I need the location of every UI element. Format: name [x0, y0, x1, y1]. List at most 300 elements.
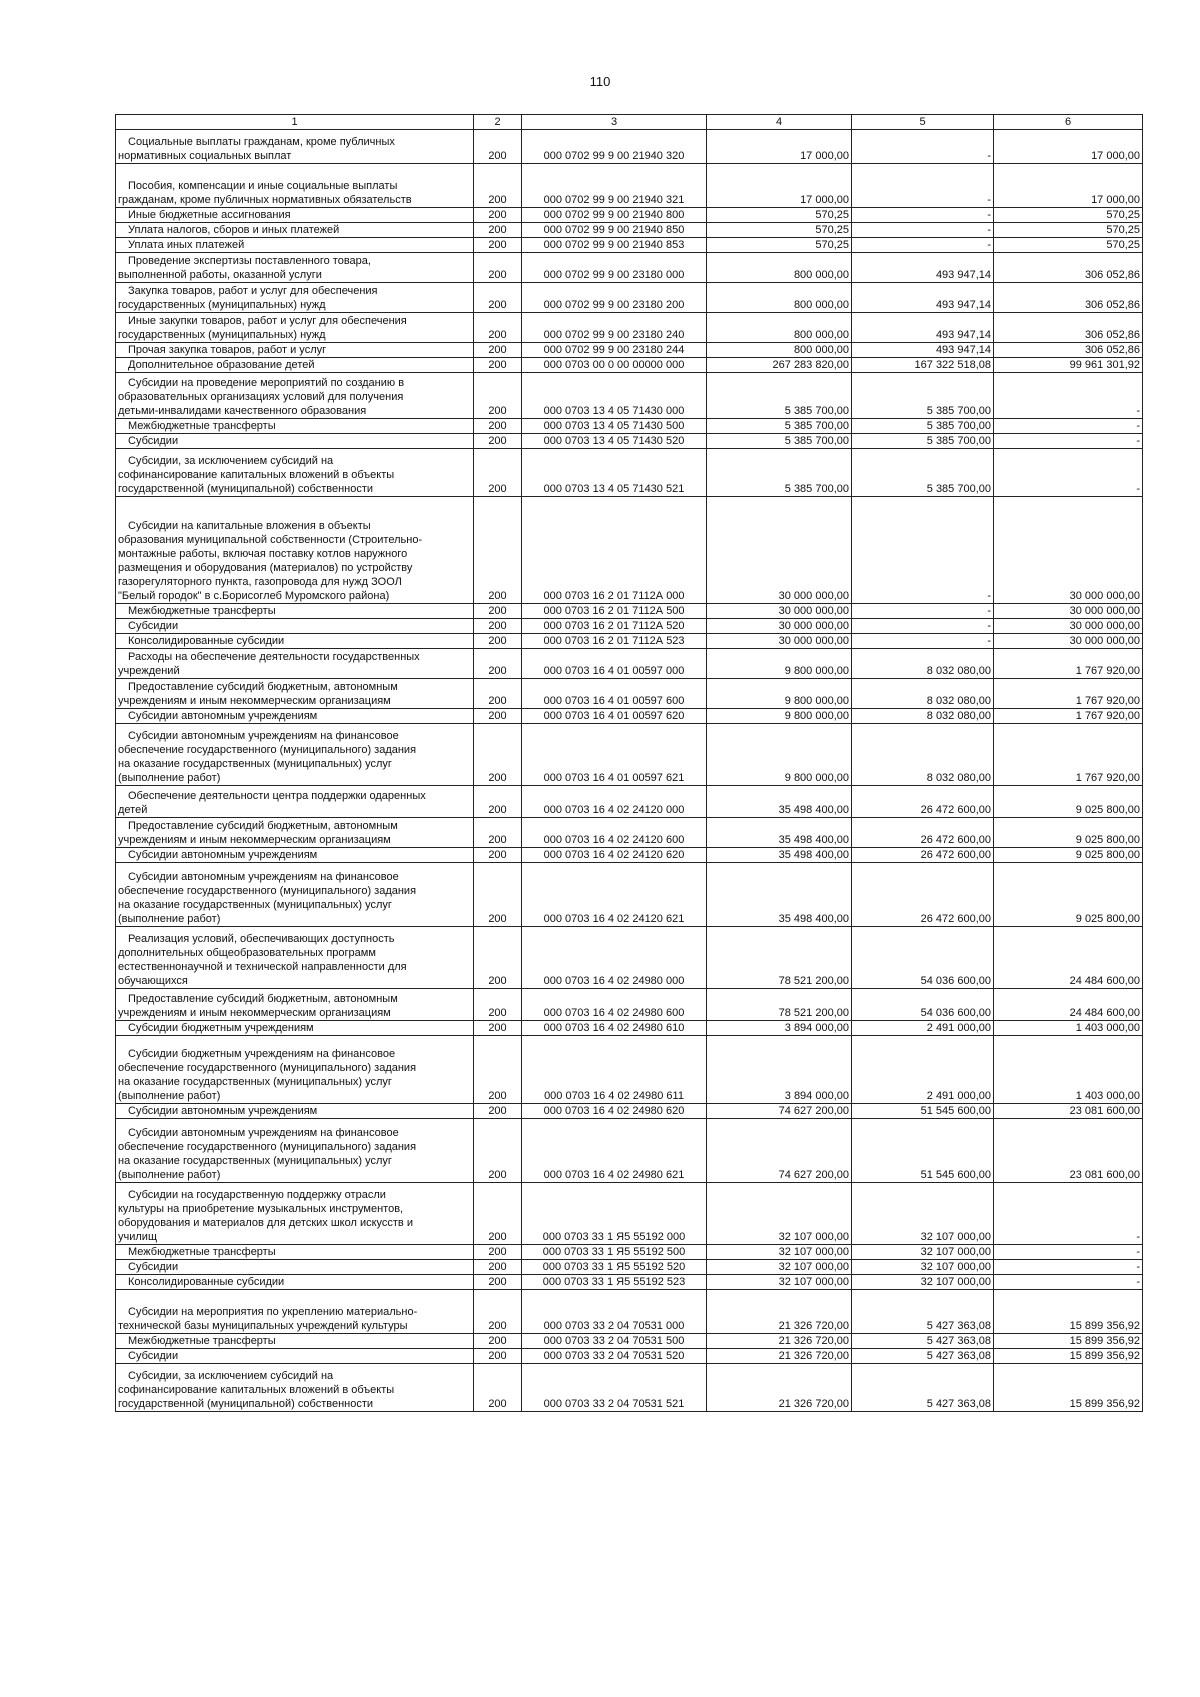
executed-amount-cell: 5 427 363,08 [852, 1334, 994, 1349]
executed-amount-cell: - [852, 238, 994, 253]
approved-amount-cell: 17 000,00 [707, 130, 852, 164]
unexecuted-amount-cell: - [994, 1260, 1143, 1275]
executed-amount-cell: 493 947,14 [852, 283, 994, 313]
budget-classification-code-cell: 000 0703 16 4 02 24980 000 [522, 927, 707, 989]
executed-amount-cell: 5 427 363,08 [852, 1349, 994, 1364]
admin-code-cell: 200 [474, 1036, 522, 1104]
expense-name-cell [116, 223, 474, 238]
budget-classification-code-cell: 000 0703 33 2 04 70531 520 [522, 1349, 707, 1364]
unexecuted-amount-cell: 24 484 600,00 [994, 989, 1143, 1021]
approved-amount-cell: 74 627 200,00 [707, 1104, 852, 1119]
table-row [116, 1260, 1143, 1275]
approved-amount-cell: 5 385 700,00 [707, 449, 852, 497]
budget-classification-code-cell: 000 0703 16 4 01 00597 000 [522, 649, 707, 679]
expense-name-cell [116, 1245, 474, 1260]
approved-amount-cell: 9 800 000,00 [707, 679, 852, 709]
executed-amount-cell: 51 545 600,00 [852, 1119, 994, 1183]
expense-name-line: Субсидии бюджетным учреждениям [128, 1022, 314, 1034]
approved-amount-cell: 35 498 400,00 [707, 786, 852, 818]
unexecuted-amount-cell: 24 484 600,00 [994, 927, 1143, 989]
approved-amount-cell: 32 107 000,00 [707, 1183, 852, 1245]
expense-name-cell [116, 604, 474, 619]
executed-amount-cell: 5 385 700,00 [852, 449, 994, 497]
executed-amount-cell: 8 032 080,00 [852, 649, 994, 679]
admin-code-cell: 200 [474, 223, 522, 238]
unexecuted-amount-cell: 15 899 356,92 [994, 1364, 1143, 1412]
table-row [116, 1245, 1143, 1260]
page-number: 110 [589, 74, 611, 89]
table-row [116, 1275, 1143, 1290]
expense-name-line: детьми-инвалидами качественного образования [118, 405, 367, 417]
admin-code-cell: 200 [474, 283, 522, 313]
executed-amount-cell: 32 107 000,00 [852, 1275, 994, 1290]
budget-classification-code-cell: 000 0702 99 9 00 23180 244 [522, 343, 707, 358]
expense-name-line: Пособия, компенсации и иные социальные выплаты [128, 180, 398, 192]
unexecuted-amount-cell: 30 000 000,00 [994, 634, 1143, 649]
unexecuted-amount-cell: 1 767 920,00 [994, 724, 1143, 786]
table-row [116, 604, 1143, 619]
expense-name-line: газорегуляторного пункта, газопровода для нужд ЗООЛ [118, 576, 402, 588]
admin-code-cell: 200 [474, 164, 522, 208]
table-row [116, 1349, 1143, 1364]
expense-name-cell [116, 1119, 474, 1183]
budget-classification-code-cell: 000 0703 16 4 02 24120 621 [522, 863, 707, 927]
unexecuted-amount-cell: 306 052,86 [994, 253, 1143, 283]
expense-name-cell [116, 1104, 474, 1119]
budget-classification-code-cell: 000 0703 16 2 01 7112А 500 [522, 604, 707, 619]
executed-amount-cell: 5 427 363,08 [852, 1364, 994, 1412]
expense-name-line: государственной (муниципальной) собственности [118, 1398, 374, 1410]
expense-name-line: Межбюджетные трансферты [128, 1335, 276, 1347]
table-row [116, 434, 1143, 449]
executed-amount-cell: - [852, 130, 994, 164]
expense-name-line: Субсидии [128, 1261, 179, 1273]
table-row [116, 283, 1143, 313]
expense-name-line: размещения и оборудования (материалов) по устройству [118, 562, 413, 574]
budget-classification-code-cell: 000 0703 33 1 Я5 55192 000 [522, 1183, 707, 1245]
budget-classification-code-cell: 000 0703 13 4 05 71430 520 [522, 434, 707, 449]
expense-name-line: учреждений [118, 665, 180, 677]
table-row [116, 927, 1143, 989]
admin-code-cell: 200 [474, 1183, 522, 1245]
expense-name-line: (выполнение работ) [118, 772, 221, 784]
expense-name-line: Иные бюджетные ассигнования [128, 209, 291, 221]
executed-amount-cell: 32 107 000,00 [852, 1245, 994, 1260]
admin-code-cell: 200 [474, 1334, 522, 1349]
unexecuted-amount-cell: 570,25 [994, 223, 1143, 238]
unexecuted-amount-cell: - [994, 419, 1143, 434]
expense-name-line: Закупка товаров, работ и услуг для обеспечения [128, 285, 378, 297]
admin-code-cell: 200 [474, 848, 522, 863]
executed-amount-cell: 54 036 600,00 [852, 989, 994, 1021]
executed-amount-cell: 5 385 700,00 [852, 373, 994, 419]
table-row [116, 679, 1143, 709]
executed-amount-cell: 26 472 600,00 [852, 863, 994, 927]
admin-code-cell: 200 [474, 786, 522, 818]
unexecuted-amount-cell: 306 052,86 [994, 313, 1143, 343]
budget-classification-code-cell: 000 0703 33 2 04 70531 000 [522, 1290, 707, 1334]
expense-name-line: Субсидии автономным учреждениям [128, 849, 318, 861]
admin-code-cell: 200 [474, 1021, 522, 1036]
expense-name-line: на оказание государственных (муниципальных) услуг [118, 899, 392, 911]
budget-classification-code-cell: 000 0703 16 4 02 24980 620 [522, 1104, 707, 1119]
expense-name-cell [116, 724, 474, 786]
expense-name-line: дополнительных общеобразовательных программ [118, 947, 376, 959]
budget-classification-code-cell: 000 0703 33 1 Я5 55192 523 [522, 1275, 707, 1290]
expense-name-line: училищ [118, 1231, 157, 1243]
budget-classification-code-cell: 000 0703 33 1 Я5 55192 520 [522, 1260, 707, 1275]
unexecuted-amount-cell: 99 961 301,92 [994, 358, 1143, 373]
unexecuted-amount-cell: 15 899 356,92 [994, 1290, 1143, 1334]
executed-amount-cell: 5 427 363,08 [852, 1290, 994, 1334]
table-row [116, 634, 1143, 649]
column-header: 6 [994, 115, 1143, 130]
table-row [116, 724, 1143, 786]
executed-amount-cell: 51 545 600,00 [852, 1104, 994, 1119]
expense-name-cell [116, 449, 474, 497]
unexecuted-amount-cell: - [994, 1245, 1143, 1260]
expense-name-cell [116, 283, 474, 313]
executed-amount-cell: 32 107 000,00 [852, 1260, 994, 1275]
executed-amount-cell: 26 472 600,00 [852, 786, 994, 818]
budget-classification-code-cell: 000 0702 99 9 00 21940 320 [522, 130, 707, 164]
budget-classification-code-cell: 000 0703 13 4 05 71430 521 [522, 449, 707, 497]
executed-amount-cell: 32 107 000,00 [852, 1183, 994, 1245]
expense-name-line: Субсидии [128, 1350, 179, 1362]
admin-code-cell: 200 [474, 619, 522, 634]
table-row [116, 1036, 1143, 1104]
admin-code-cell: 200 [474, 724, 522, 786]
expense-name-line: Предоставление субсидий бюджетным, автономным [128, 820, 398, 832]
expense-name-line: "Белый городок" в с.Борисоглеб Муромского района) [118, 590, 390, 602]
expense-name-line: Расходы на обеспечение деятельности государственных [128, 651, 420, 663]
expense-name-line: обеспечение государственного (муниципального) задания [118, 1062, 417, 1074]
admin-code-cell: 200 [474, 927, 522, 989]
table-row [116, 863, 1143, 927]
expense-name-cell [116, 679, 474, 709]
expense-name-cell [116, 848, 474, 863]
expense-name-line: учреждениям и иным некоммерческим организациям [118, 695, 391, 707]
expense-name-line: софинансирование капитальных вложений в объекты [118, 1384, 395, 1396]
unexecuted-amount-cell: 17 000,00 [994, 164, 1143, 208]
expense-name-line: Уплата налогов, сборов и иных платежей [128, 224, 340, 236]
approved-amount-cell: 5 385 700,00 [707, 419, 852, 434]
unexecuted-amount-cell: 9 025 800,00 [994, 863, 1143, 927]
table-row [116, 786, 1143, 818]
budget-classification-code-cell: 000 0702 99 9 00 23180 200 [522, 283, 707, 313]
expense-name-cell [116, 649, 474, 679]
admin-code-cell: 200 [474, 1260, 522, 1275]
approved-amount-cell: 74 627 200,00 [707, 1119, 852, 1183]
approved-amount-cell: 35 498 400,00 [707, 848, 852, 863]
expense-name-line: Предоставление субсидий бюджетным, автономным [128, 681, 398, 693]
expense-name-cell [116, 1334, 474, 1349]
approved-amount-cell: 32 107 000,00 [707, 1260, 852, 1275]
expense-name-line: обучающихся [118, 975, 188, 987]
expense-name-line: Межбюджетные трансферты [128, 1246, 276, 1258]
unexecuted-amount-cell: 306 052,86 [994, 283, 1143, 313]
table-row [116, 1104, 1143, 1119]
executed-amount-cell: 8 032 080,00 [852, 709, 994, 724]
approved-amount-cell: 267 283 820,00 [707, 358, 852, 373]
expense-name-line: выполненной работы, оказанной услуги [118, 269, 322, 281]
expense-name-cell [116, 1349, 474, 1364]
approved-amount-cell: 17 000,00 [707, 164, 852, 208]
budget-classification-code-cell: 000 0703 16 4 01 00597 621 [522, 724, 707, 786]
unexecuted-amount-cell: 9 025 800,00 [994, 818, 1143, 848]
expense-name-cell [116, 358, 474, 373]
approved-amount-cell: 35 498 400,00 [707, 818, 852, 848]
table-row [116, 223, 1143, 238]
column-header: 3 [522, 115, 707, 130]
executed-amount-cell: 2 491 000,00 [852, 1021, 994, 1036]
expense-name-cell [116, 313, 474, 343]
budget-classification-code-cell: 000 0703 16 4 02 24980 610 [522, 1021, 707, 1036]
expense-name-line: Субсидии, за исключением субсидий на [128, 455, 334, 467]
expense-name-line: Консолидированные субсидии [128, 1276, 285, 1288]
admin-code-cell: 200 [474, 1119, 522, 1183]
expense-name-cell [116, 709, 474, 724]
admin-code-cell: 200 [474, 1104, 522, 1119]
unexecuted-amount-cell: - [994, 434, 1143, 449]
admin-code-cell: 200 [474, 253, 522, 283]
admin-code-cell: 200 [474, 863, 522, 927]
table-row [116, 709, 1143, 724]
approved-amount-cell: 30 000 000,00 [707, 634, 852, 649]
unexecuted-amount-cell: 1 403 000,00 [994, 1036, 1143, 1104]
admin-code-cell: 200 [474, 343, 522, 358]
admin-code-cell: 200 [474, 989, 522, 1021]
expense-name-line: детей [118, 804, 148, 816]
column-header: 4 [707, 115, 852, 130]
expense-name-line: Межбюджетные трансферты [128, 605, 276, 617]
table-row [116, 313, 1143, 343]
expense-name-line: государственных (муниципальных) нужд [118, 299, 326, 311]
expense-name-line: Предоставление субсидий бюджетным, автономным [128, 993, 398, 1005]
expense-name-line: обеспечение государственного (муниципального) задания [118, 885, 417, 897]
budget-classification-code-cell: 000 0703 16 2 01 7112А 520 [522, 619, 707, 634]
budget-classification-code-cell: 000 0703 16 4 02 24120 000 [522, 786, 707, 818]
table-row [116, 497, 1143, 604]
admin-code-cell: 200 [474, 1275, 522, 1290]
expense-name-line: Уплата иных платежей [128, 239, 245, 251]
executed-amount-cell: - [852, 619, 994, 634]
admin-code-cell: 200 [474, 373, 522, 419]
approved-amount-cell: 3 894 000,00 [707, 1036, 852, 1104]
expense-name-line: (выполнение работ) [118, 913, 221, 925]
unexecuted-amount-cell: 1 767 920,00 [994, 649, 1143, 679]
approved-amount-cell: 9 800 000,00 [707, 724, 852, 786]
approved-amount-cell: 9 800 000,00 [707, 709, 852, 724]
budget-classification-code-cell: 000 0703 16 4 01 00597 620 [522, 709, 707, 724]
approved-amount-cell: 21 326 720,00 [707, 1349, 852, 1364]
expense-name-line: Субсидии [128, 435, 179, 447]
executed-amount-cell: - [852, 208, 994, 223]
expense-name-line: на оказание государственных (муниципальных) услуг [118, 1076, 392, 1088]
admin-code-cell: 200 [474, 1245, 522, 1260]
admin-code-cell: 200 [474, 130, 522, 164]
approved-amount-cell: 21 326 720,00 [707, 1334, 852, 1349]
approved-amount-cell: 800 000,00 [707, 283, 852, 313]
executed-amount-cell: - [852, 497, 994, 604]
expense-name-cell [116, 238, 474, 253]
table-row [116, 1334, 1143, 1349]
executed-amount-cell: 54 036 600,00 [852, 927, 994, 989]
budget-classification-code-cell: 000 0703 16 4 01 00597 600 [522, 679, 707, 709]
expense-name-cell [116, 1275, 474, 1290]
expense-name-cell [116, 1036, 474, 1104]
admin-code-cell: 200 [474, 434, 522, 449]
budget-classification-code-cell: 000 0703 00 0 00 00000 000 [522, 358, 707, 373]
unexecuted-amount-cell: 1 403 000,00 [994, 1021, 1143, 1036]
approved-amount-cell: 800 000,00 [707, 343, 852, 358]
expense-name-line: культуры на приобретение музыкальных инструментов, [118, 1203, 404, 1215]
unexecuted-amount-cell: 1 767 920,00 [994, 679, 1143, 709]
approved-amount-cell: 78 521 200,00 [707, 927, 852, 989]
budget-classification-code-cell: 000 0703 13 4 05 71430 500 [522, 419, 707, 434]
approved-amount-cell: 30 000 000,00 [707, 604, 852, 619]
expense-name-cell [116, 343, 474, 358]
expense-name-line: Социальные выплаты гражданам, кроме публичных [128, 136, 395, 148]
expense-name-cell [116, 1260, 474, 1275]
expense-name-line: учреждениям и иным некоммерческим организациям [118, 1007, 391, 1019]
unexecuted-amount-cell: 9 025 800,00 [994, 848, 1143, 863]
expense-name-cell [116, 497, 474, 604]
table-row [116, 238, 1143, 253]
table-row [116, 130, 1143, 164]
column-header: 2 [474, 115, 522, 130]
expense-name-line: Субсидии на проведение мероприятий по созданию в [128, 377, 405, 389]
approved-amount-cell: 5 385 700,00 [707, 373, 852, 419]
admin-code-cell: 200 [474, 634, 522, 649]
expense-name-line: гражданам, кроме публичных нормативных обязательств [118, 194, 412, 206]
executed-amount-cell: - [852, 604, 994, 619]
expense-name-line: образования муниципальной собственности (Строительно- [118, 534, 423, 546]
table-row [116, 1364, 1143, 1412]
approved-amount-cell: 30 000 000,00 [707, 619, 852, 634]
expense-name-line: Субсидии бюджетным учреждениям на финансовое [128, 1048, 396, 1060]
expense-name-line: на оказание государственных (муниципальных) услуг [118, 1155, 392, 1167]
approved-amount-cell: 570,25 [707, 238, 852, 253]
budget-classification-code-cell: 000 0702 99 9 00 23180 240 [522, 313, 707, 343]
expense-name-line: нормативных социальных выплат [118, 150, 292, 162]
unexecuted-amount-cell: 15 899 356,92 [994, 1349, 1143, 1364]
expense-name-cell [116, 419, 474, 434]
table-row [116, 419, 1143, 434]
budget-execution-table [115, 114, 1143, 1412]
expense-name-line: оборудования и материалов для детских школ искусств и [118, 1217, 413, 1229]
expense-name-line: на оказание государственных (муниципальных) услуг [118, 758, 392, 770]
expense-name-line: софинансирование капитальных вложений в объекты [118, 469, 395, 481]
expense-name-line: (выполнение работ) [118, 1169, 221, 1181]
approved-amount-cell: 35 498 400,00 [707, 863, 852, 927]
executed-amount-cell: 5 385 700,00 [852, 434, 994, 449]
expense-name-cell [116, 927, 474, 989]
expense-name-line: обеспечение государственного (муниципального) задания [118, 744, 417, 756]
admin-code-cell: 200 [474, 709, 522, 724]
table-row [116, 1119, 1143, 1183]
table-row [116, 848, 1143, 863]
approved-amount-cell: 32 107 000,00 [707, 1275, 852, 1290]
expense-name-line: обеспечение государственного (муниципального) задания [118, 1141, 417, 1153]
executed-amount-cell: 493 947,14 [852, 343, 994, 358]
admin-code-cell: 200 [474, 679, 522, 709]
budget-classification-code-cell: 000 0703 13 4 05 71430 000 [522, 373, 707, 419]
admin-code-cell: 200 [474, 313, 522, 343]
expense-name-line: Субсидии автономным учреждениям на финансовое [128, 871, 399, 883]
table-row [116, 649, 1143, 679]
expense-name-cell [116, 634, 474, 649]
executed-amount-cell: 5 385 700,00 [852, 419, 994, 434]
approved-amount-cell: 30 000 000,00 [707, 497, 852, 604]
admin-code-cell: 200 [474, 604, 522, 619]
expense-name-line: образовательных организациях условий для получения [118, 391, 404, 403]
unexecuted-amount-cell: 306 052,86 [994, 343, 1143, 358]
table-row [116, 818, 1143, 848]
expense-name-cell [116, 208, 474, 223]
executed-amount-cell: 26 472 600,00 [852, 818, 994, 848]
executed-amount-cell: 493 947,14 [852, 313, 994, 343]
budget-classification-code-cell: 000 0703 16 4 02 24980 611 [522, 1036, 707, 1104]
budget-classification-code-cell: 000 0703 16 4 02 24120 600 [522, 818, 707, 848]
expense-name-cell [116, 619, 474, 634]
expense-name-cell [116, 1364, 474, 1412]
expense-name-cell [116, 434, 474, 449]
expense-name-cell [116, 164, 474, 208]
expense-name-line: Субсидии автономным учреждениям на финансовое [128, 730, 399, 742]
unexecuted-amount-cell: 17 000,00 [994, 130, 1143, 164]
budget-classification-code-cell: 000 0702 99 9 00 23180 000 [522, 253, 707, 283]
table-row [116, 253, 1143, 283]
budget-classification-code-cell: 000 0703 33 2 04 70531 521 [522, 1364, 707, 1412]
table-row [116, 1021, 1143, 1036]
approved-amount-cell: 800 000,00 [707, 313, 852, 343]
unexecuted-amount-cell: 570,25 [994, 208, 1143, 223]
admin-code-cell: 200 [474, 238, 522, 253]
budget-classification-code-cell: 000 0703 16 4 02 24980 621 [522, 1119, 707, 1183]
executed-amount-cell: 493 947,14 [852, 253, 994, 283]
expense-name-line: Субсидии автономным учреждениям на финансовое [128, 1127, 399, 1139]
table-row [116, 1290, 1143, 1334]
approved-amount-cell: 9 800 000,00 [707, 649, 852, 679]
table-row [116, 989, 1143, 1021]
budget-classification-code-cell: 000 0703 33 2 04 70531 500 [522, 1334, 707, 1349]
expense-name-cell [116, 130, 474, 164]
expense-name-line: Субсидии на мероприятия по укреплению материально- [128, 1306, 418, 1318]
expense-name-line: естественнонаучной и технической направленности для [118, 961, 407, 973]
table-row [116, 373, 1143, 419]
table-row [116, 164, 1143, 208]
expense-name-line: государственной (муниципальной) собственности [118, 483, 374, 495]
executed-amount-cell: - [852, 164, 994, 208]
admin-code-cell: 200 [474, 208, 522, 223]
unexecuted-amount-cell: 15 899 356,92 [994, 1334, 1143, 1349]
expense-name-line: Субсидии автономным учреждениям [128, 710, 318, 722]
executed-amount-cell: 167 322 518,08 [852, 358, 994, 373]
executed-amount-cell: - [852, 634, 994, 649]
approved-amount-cell: 5 385 700,00 [707, 434, 852, 449]
expense-name-line: Иные закупки товаров, работ и услуг для обеспечения [128, 315, 407, 327]
expense-name-line: технической базы муниципальных учреждений культуры [118, 1320, 408, 1332]
admin-code-cell: 200 [474, 497, 522, 604]
expense-name-cell [116, 373, 474, 419]
expense-name-line: Субсидии на капитальные вложения в объекты [128, 520, 371, 532]
approved-amount-cell: 570,25 [707, 208, 852, 223]
admin-code-cell: 200 [474, 818, 522, 848]
expense-name-line: монтажные работы, включая поставку котлов наружного [118, 548, 408, 560]
unexecuted-amount-cell: 570,25 [994, 238, 1143, 253]
expense-name-line: (выполнение работ) [118, 1090, 221, 1102]
